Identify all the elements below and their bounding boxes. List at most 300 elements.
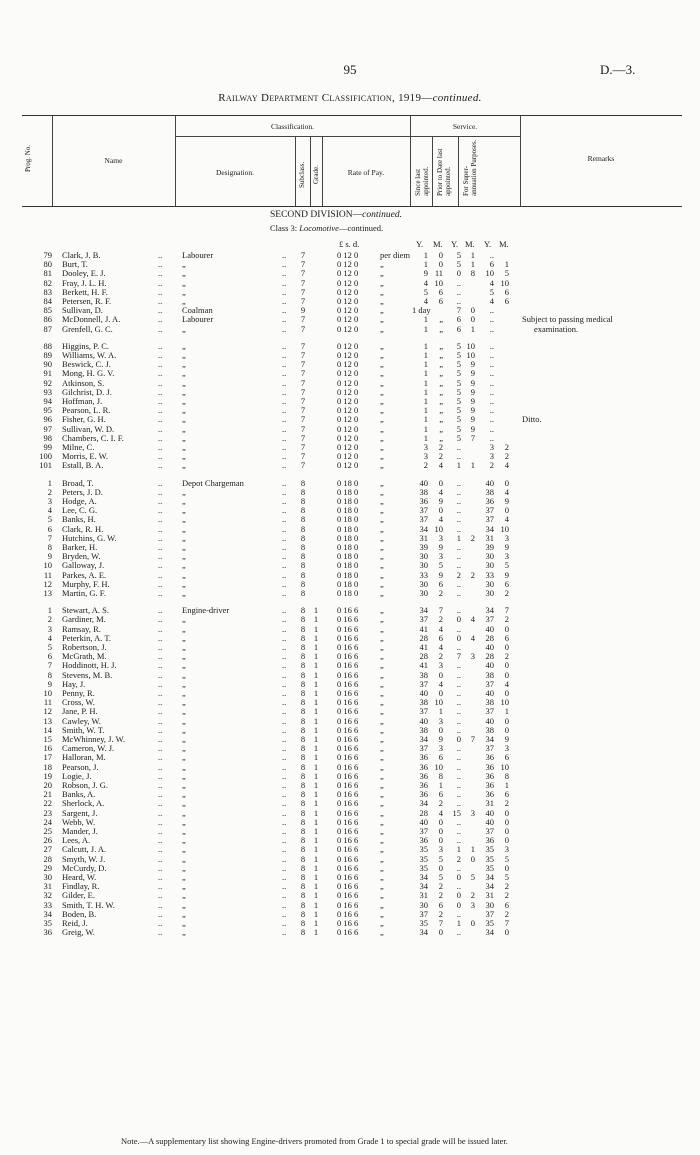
cell-sub: 8 (300, 844, 306, 855)
cell-name: Boden, B. (62, 908, 97, 919)
cell-pay: 0 18 0 (337, 514, 359, 525)
cell-s1: 37 (419, 908, 428, 919)
cell-sub: 7 (300, 368, 306, 379)
cell-name: Beswick, C. J. (62, 359, 111, 370)
cell-sub: 8 (300, 872, 306, 882)
cell-no: 21 (43, 789, 52, 800)
cell-s3: .. (489, 432, 494, 443)
cell-s1: 34 (419, 523, 428, 534)
cell-s3: 31 (485, 532, 494, 543)
leader-dots: .. (158, 899, 163, 910)
cell-s1: 1 (423, 323, 428, 334)
leader-dots: .. (282, 286, 287, 297)
cell-no: 32 (43, 890, 52, 901)
leader-dots: .. (158, 605, 163, 616)
cell-sub: 7 (300, 432, 306, 443)
cell-no: 83 (43, 286, 52, 297)
cell-pay: 0 16 6 (337, 881, 359, 892)
cell-s1: 41 (419, 623, 428, 634)
cell-s3: 35 (485, 862, 494, 873)
cell-s1: 37 (419, 743, 428, 754)
cell-per: „ (380, 486, 384, 497)
cell-s1b: „ (439, 396, 443, 406)
cell-pay: 0 12 0 (337, 268, 359, 279)
cell-gr: 1 (313, 899, 319, 910)
leader-dots: .. (282, 514, 287, 525)
cell-s1b: 9 (438, 542, 443, 552)
cell-gr: 1 (313, 908, 319, 919)
cell-s2b: 10 (466, 340, 475, 351)
cell-pay: 0 16 6 (337, 807, 359, 818)
cell-per: „ (380, 432, 384, 443)
cell-s3: 4 (489, 296, 494, 306)
leader-dots: .. (282, 724, 287, 735)
cell-des: „ (182, 724, 186, 735)
cell-des: „ (182, 908, 186, 919)
leader-dots: .. (158, 789, 163, 800)
cell-s2: 5 (456, 350, 461, 360)
cell-per: „ (380, 780, 384, 790)
cell-no: 31 (43, 881, 52, 892)
cell-s1b: „ (439, 350, 443, 360)
cell-des: „ (182, 588, 186, 598)
cell-sub: 8 (300, 816, 306, 827)
cell-name: Sargent, J. (62, 807, 98, 818)
cell-sub: 8 (300, 835, 306, 846)
cell-no: 93 (43, 386, 52, 397)
cell-gr: 1 (313, 669, 319, 680)
cell-s3: 36 (485, 770, 494, 781)
cell-s1b: 3 (438, 660, 443, 671)
cell-name: Cawley, W. (62, 715, 101, 726)
cell-sub: 8 (300, 578, 306, 589)
cell-s2b: 1 (470, 844, 475, 855)
cell-s1: 35 (419, 918, 428, 928)
cell-des: „ (182, 486, 186, 497)
pay-units: £ s. d. (339, 239, 360, 249)
cell-pay: 0 16 6 (337, 844, 359, 855)
cell-s1b: 0 (438, 826, 443, 836)
cell-per: per diem (380, 250, 410, 260)
cell-gr: 1 (313, 724, 319, 735)
cell-sub: 7 (300, 259, 306, 270)
cell-s2: .. (456, 514, 461, 525)
cell-s3: 30 (485, 560, 494, 571)
cell-no: 4 (47, 505, 52, 516)
cell-s1b: 3 (438, 551, 443, 562)
title-continued: continued. (432, 92, 482, 104)
cell-s1: 40 (419, 477, 428, 488)
cell-no: 7 (47, 532, 52, 543)
leader-dots: .. (282, 927, 287, 938)
cell-s3: 35 (485, 844, 494, 855)
cell-sub: 7 (300, 277, 306, 288)
cell-pay: 0 16 6 (337, 752, 359, 763)
cell-name: Stewart, A. S. (62, 605, 109, 616)
cell-s2: 5 (456, 405, 461, 416)
cell-no: 13 (43, 715, 52, 726)
cell-s3: .. (489, 405, 494, 416)
leader-dots: .. (282, 669, 287, 680)
cell-s2: 0 (456, 632, 461, 643)
cell-s3b: 2 (504, 881, 509, 892)
cell-sub: 7 (300, 423, 306, 434)
cell-pay: 0 16 6 (337, 761, 359, 772)
unit-months: M. (465, 239, 475, 249)
leader-dots: .. (282, 569, 287, 580)
cell-gr: 1 (313, 605, 319, 616)
cell-per: „ (380, 286, 384, 297)
cell-s3b: 10 (500, 523, 509, 534)
cell-s3: 38 (485, 724, 494, 735)
cell-name: Fisher, G. H. (62, 414, 106, 425)
cell-s1b: „ (439, 414, 443, 425)
cell-name: Hoffman, J. (62, 396, 103, 406)
cell-s3b: 0 (504, 688, 509, 698)
cell-s3: .. (489, 323, 494, 334)
cell-s1b: 9 (438, 496, 443, 506)
leader-dots: .. (158, 305, 163, 316)
cell-s2: .. (456, 505, 461, 516)
leader-dots: .. (158, 881, 163, 892)
cell-s1: 34 (419, 881, 428, 892)
cell-per: „ (380, 770, 384, 781)
cell-des: „ (182, 734, 186, 744)
cell-s3b: 0 (504, 826, 509, 836)
leader-dots: .. (158, 890, 163, 901)
remark-medical: Subject to passing medical (522, 314, 613, 325)
cell-s1: 1 (423, 386, 428, 397)
leader-dots: .. (158, 542, 163, 552)
cell-des: „ (182, 826, 186, 836)
cell-name: Clark, R. H. (62, 523, 104, 534)
cell-s3b: 6 (504, 752, 509, 763)
cell-s3: 39 (485, 542, 494, 552)
cell-s2: .. (456, 669, 461, 680)
cell-no: 23 (43, 807, 52, 818)
cell-pay: 0 12 0 (337, 277, 359, 288)
cell-des: „ (182, 881, 186, 892)
leader-dots: .. (282, 862, 287, 873)
cell-pay: 0 16 6 (337, 835, 359, 846)
cell-s2: .. (456, 881, 461, 892)
cell-no: 86 (43, 314, 52, 325)
cell-no: 25 (43, 826, 52, 836)
cell-no: 24 (43, 816, 52, 827)
cell-s3b: 1 (504, 259, 509, 270)
cell-s1b: 2 (438, 614, 443, 625)
cell-s3: 35 (485, 853, 494, 864)
leader-dots: .. (158, 623, 163, 634)
cell-pay: 0 16 6 (337, 927, 359, 938)
cell-name: Smyth, W. J. (62, 853, 106, 864)
leader-dots: .. (158, 734, 163, 744)
cell-per: „ (380, 734, 384, 744)
cell-s3: 31 (485, 890, 494, 901)
leader-dots: .. (282, 405, 287, 416)
cell-s1b: 7 (438, 605, 443, 616)
cell-s3b: 0 (504, 927, 509, 938)
cell-s1: 36 (419, 770, 428, 781)
cell-s3: 38 (485, 697, 494, 708)
cell-no: 29 (43, 862, 52, 873)
cell-s2: .. (456, 660, 461, 671)
leader-dots: .. (158, 816, 163, 827)
cell-s2: 5 (456, 386, 461, 397)
cell-s3b: 2 (504, 798, 509, 809)
cell-pay: 0 16 6 (337, 734, 359, 744)
cell-sub: 7 (300, 377, 306, 388)
cell-sub: 8 (300, 862, 306, 873)
cell-s3b: 6 (504, 789, 509, 800)
cell-pay: 0 18 0 (337, 542, 359, 552)
cell-s3b: 3 (504, 551, 509, 562)
cell-no: 3 (47, 623, 52, 634)
cell-per: „ (380, 890, 384, 901)
leader-dots: .. (158, 268, 163, 279)
cell-des: „ (182, 835, 186, 846)
cell-s1: 30 (419, 551, 428, 562)
cell-s3b: 0 (504, 715, 509, 726)
leader-dots: .. (282, 277, 287, 288)
leader-dots: .. (282, 899, 287, 910)
cell-s3b: 2 (504, 651, 509, 662)
cell-s1: 30 (419, 560, 428, 571)
cell-name: Lees, A. (62, 835, 91, 846)
leader-dots: .. (282, 660, 287, 671)
cell-s1b: 10 (434, 523, 443, 534)
cell-s3: 38 (485, 486, 494, 497)
cell-des: „ (182, 789, 186, 800)
leader-dots: .. (158, 651, 163, 662)
cell-des: „ (182, 451, 186, 462)
page-number: 95 (343, 62, 357, 77)
footnote: Note.—A supplementary list showing Engine-drivers promoted from Grade 1 to special grade will be issued later. (121, 1136, 508, 1146)
cell-sub: 8 (300, 660, 306, 671)
cell-gr: 1 (313, 807, 319, 818)
cell-s1: 40 (419, 715, 428, 726)
cell-s1b: 0 (438, 724, 443, 735)
cell-s3: .. (489, 314, 494, 325)
cell-s1: 1 (423, 368, 428, 379)
cell-s3: .. (489, 305, 494, 316)
cell-gr: 1 (313, 918, 319, 928)
cell-name: Estall, B. A. (62, 460, 104, 471)
cell-des: „ (182, 743, 186, 754)
cell-s1: 38 (419, 724, 428, 735)
cell-s1: 40 (419, 816, 428, 827)
cell-no: 8 (47, 542, 52, 552)
cell-s2b: 1 (470, 259, 475, 270)
cell-gr: 1 (313, 614, 319, 625)
leader-dots: .. (282, 414, 287, 425)
cell-s1: 30 (419, 588, 428, 598)
cell-s2: .. (456, 770, 461, 781)
cell-sub: 7 (300, 442, 306, 452)
cell-sub: 9 (300, 305, 306, 316)
cell-pay: 0 16 6 (337, 669, 359, 680)
leader-dots: .. (158, 715, 163, 726)
cell-s2: 1 (456, 844, 461, 855)
cell-name: Jane, P. H. (62, 706, 98, 717)
leader-dots: .. (158, 368, 163, 379)
leader-dots: .. (282, 918, 287, 928)
cell-des: „ (182, 542, 186, 552)
cell-sub: 7 (300, 359, 306, 370)
leader-dots: .. (282, 523, 287, 534)
cell-sub: 7 (300, 451, 306, 462)
cell-s3: 36 (485, 835, 494, 846)
cell-s2b: 4 (470, 632, 475, 643)
cell-s3b: 10 (500, 277, 509, 288)
cell-s1: 9 (423, 268, 428, 279)
leader-dots: .. (282, 314, 287, 325)
cell-s3: 34 (485, 523, 494, 534)
cell-s2: 5 (456, 368, 461, 379)
cell-per: „ (380, 532, 384, 543)
cell-s3b: 5 (504, 268, 509, 279)
cell-s1b: 1 (438, 780, 443, 790)
cell-s1: 1 (423, 414, 428, 425)
leader-dots: .. (282, 423, 287, 434)
header-remarks: Remarks (587, 154, 615, 163)
cell-s3b: 5 (504, 872, 509, 882)
cell-sub: 8 (300, 826, 306, 836)
cell-gr: 1 (313, 734, 319, 744)
cell-pay: 0 16 6 (337, 826, 359, 836)
cell-s1b: 5 (438, 872, 443, 882)
cell-s2: .. (456, 724, 461, 735)
cell-s2: 0 (456, 614, 461, 625)
cell-s3b: 2 (504, 451, 509, 462)
cell-sub: 7 (300, 460, 306, 471)
leader-dots: .. (158, 377, 163, 388)
cell-s2: .. (456, 477, 461, 488)
cell-des: „ (182, 927, 186, 938)
cell-s1b: 10 (434, 697, 443, 708)
cell-s1: 1 (423, 396, 428, 406)
leader-dots: .. (282, 588, 287, 598)
cell-pay: 0 12 0 (337, 359, 359, 370)
cell-s2: 1 (456, 532, 461, 543)
cell-s2b: 9 (470, 377, 475, 388)
leader-dots: .. (282, 908, 287, 919)
cell-gr: 1 (313, 780, 319, 790)
cell-des: „ (182, 423, 186, 434)
cell-name: Milne, C. (62, 442, 95, 452)
cell-s2b: 1 (470, 250, 475, 260)
leader-dots: .. (158, 588, 163, 598)
cell-s2: .. (456, 588, 461, 598)
cell-name: Heard, W. (62, 872, 97, 882)
cell-des: „ (182, 460, 186, 471)
cell-s3b: 0 (504, 669, 509, 680)
leader-dots: .. (158, 451, 163, 462)
cell-des: „ (182, 660, 186, 671)
cell-per: „ (380, 706, 384, 717)
cell-per: „ (380, 442, 384, 452)
cell-no: 6 (47, 651, 52, 662)
cell-s1b: 0 (438, 816, 443, 827)
cell-pay: 0 16 6 (337, 780, 359, 790)
cell-sub: 8 (300, 890, 306, 901)
cell-no: 28 (43, 853, 52, 864)
leader-dots: .. (282, 250, 287, 260)
cell-s1b: „ (439, 359, 443, 370)
cell-no: 5 (47, 642, 52, 652)
cell-s3: 30 (485, 899, 494, 910)
table-row (0, 589, 700, 598)
cell-s1: 1 (423, 250, 428, 260)
cell-per: „ (380, 569, 384, 580)
cell-name: Higgins, P. C. (62, 340, 109, 351)
cell-des: „ (182, 359, 186, 370)
leader-dots: .. (158, 514, 163, 525)
cell-s1: 37 (419, 706, 428, 717)
cell-gr: 1 (313, 743, 319, 754)
cell-s1b: 8 (438, 770, 443, 781)
cell-s2b: 0 (470, 305, 475, 316)
cell-name: Penny, R. (62, 688, 95, 698)
cell-sub: 8 (300, 669, 306, 680)
cell-s3b: 6 (504, 578, 509, 589)
cell-per: „ (380, 899, 384, 910)
cell-name: Hay, J. (62, 678, 86, 689)
cell-name: Gilchrist, D. J. (62, 386, 112, 397)
leader-dots: .. (158, 296, 163, 306)
cell-name: Mander, J. (62, 826, 98, 836)
cell-s2: 5 (456, 359, 461, 370)
cell-name: Calcutt, J. A. (62, 844, 107, 855)
cell-name: Peterkin, A. T. (62, 632, 112, 643)
cell-des: „ (182, 632, 186, 643)
cell-no: 16 (43, 743, 52, 754)
cell-s3: 34 (485, 872, 494, 882)
cell-s2b: 9 (470, 405, 475, 416)
cell-pay: 0 18 0 (337, 588, 359, 598)
cell-des: „ (182, 853, 186, 864)
cell-des: „ (182, 386, 186, 397)
cell-s3b: 4 (504, 486, 509, 497)
cell-des: Depot Chargeman (182, 477, 244, 488)
cell-gr: 1 (313, 881, 319, 892)
cell-pay: 0 16 6 (337, 789, 359, 800)
cell-name: Ramsay, R. (62, 623, 101, 634)
cell-gr: 1 (313, 862, 319, 873)
leader-dots: .. (282, 623, 287, 634)
cell-s3: 5 (489, 286, 494, 297)
cell-s2: .. (456, 688, 461, 698)
cell-per: „ (380, 560, 384, 571)
cell-des: „ (182, 651, 186, 662)
cell-per: „ (380, 651, 384, 662)
cell-des: „ (182, 688, 186, 698)
cell-s1: 37 (419, 826, 428, 836)
leader-dots: .. (282, 542, 287, 552)
cell-per: „ (380, 505, 384, 516)
cell-s1: 38 (419, 697, 428, 708)
division-continued: continued. (362, 210, 402, 220)
cell-s1: 28 (419, 651, 428, 662)
cell-s1: 4 (423, 277, 428, 288)
cell-s3b: 6 (504, 899, 509, 910)
cell-s1: 34 (419, 734, 428, 744)
leader-dots: .. (282, 844, 287, 855)
cell-pay: 0 12 0 (337, 386, 359, 397)
cell-per: „ (380, 323, 384, 334)
cell-sub: 8 (300, 486, 306, 497)
leader-dots: .. (158, 486, 163, 497)
